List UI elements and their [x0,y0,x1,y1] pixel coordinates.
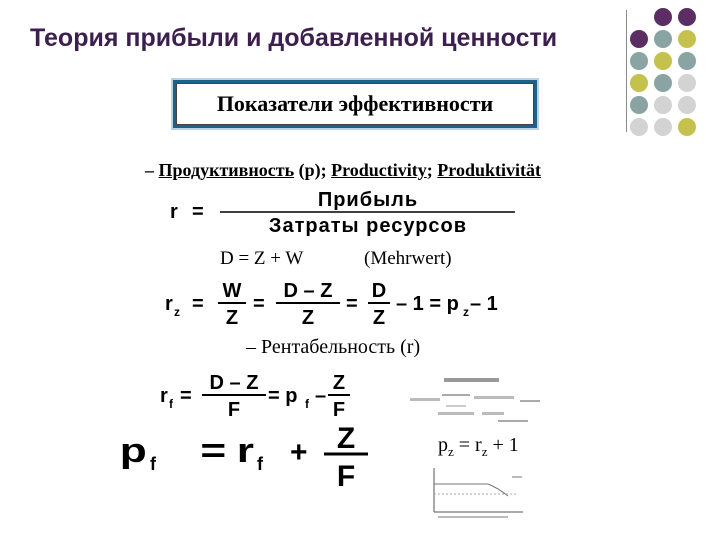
formula-rf-num: D – Z [209,372,259,394]
formula-rz-eq1: = [192,293,204,315]
decorative-dot [678,52,696,70]
formula-rf-r: r [160,385,168,407]
formula-r-eq: = [192,201,204,223]
formula-pf-r: r [236,431,254,470]
formula-rz-r: r [165,293,173,315]
formula-rz-f3-num: D [371,280,387,302]
pz-p: p [438,434,448,456]
productivity-sep: ; [426,160,438,180]
formula-r-denominator: Затраты ресурсов [268,215,468,237]
formula-pf-den: F [336,460,356,493]
formula-rz-f2-num: D – Z [283,280,333,302]
decorative-dot [630,74,648,92]
decorative-dot [678,8,696,26]
formula-rf-eq: = [180,385,192,407]
formula-rz-f1-den: Z [225,307,239,329]
productivity-ru: Продуктивность [158,160,295,180]
formula-rf-den: F [227,399,241,421]
title-divider [626,10,627,132]
pz-rsub: z [481,444,488,459]
thumbnail-image-2 [428,462,528,524]
pz-mid: = r [453,434,482,456]
decorative-dot [654,8,672,26]
pz-psub: z [448,444,454,459]
formula-pf [112,422,372,492]
formula-rf-mid-sub: f [305,397,309,411]
formula-rz [150,278,530,330]
decorative-dot [654,74,672,92]
formula-rz-sub: z [174,305,180,319]
formula-rz-f2-den: Z [301,307,315,329]
pz-tail: + 1 [487,434,519,456]
decorative-dot [630,118,648,136]
formula-rz-tail2: – 1 [470,293,498,315]
decorative-dot [654,30,672,48]
decorative-dot [630,30,648,48]
productivity-en: Productivity [331,160,427,180]
decorative-dot [678,96,696,114]
formula-rf-sub: f [169,397,173,411]
formula-rz-eq2: = [253,293,265,315]
formula-pf-p: p [119,431,147,470]
formula-rz-tail-sub: z [463,305,469,319]
formula-rz-f1-num: W [222,280,242,302]
productivity-symbol: (p); [294,160,332,180]
formula-rf-den2: F [332,399,346,421]
value-equation: D = Z + W [220,248,304,269]
productivity-line [145,160,541,181]
section-box [176,83,534,125]
decorative-dot [654,52,672,70]
productivity-de: Produktivität [437,160,541,180]
formula-rf-mid: = p [268,385,298,407]
decorative-dot [630,52,648,70]
formula-pf-rsub: f [257,454,263,474]
formula-rz-f3-den: Z [372,307,386,329]
decorative-dot [678,74,696,92]
formula-r [150,186,530,240]
mehrwert-label: (Mehrwert) [364,248,452,269]
rentability-line: – Рентабельность (r) [246,336,421,358]
decorative-dot [654,96,672,114]
pz-equation [438,434,519,460]
slide-title: Теория прибыли и добавленной ценности [30,24,558,52]
formula-rz-tail: – 1 = p [396,293,459,315]
productivity-dash: – [145,160,159,180]
formula-r-numerator: Прибыль [317,189,419,211]
formula-pf-sub: f [150,454,156,474]
formula-pf-plus: + [290,436,308,469]
thumbnail-image-1 [402,372,547,434]
formula-rf-minus: – [315,385,327,407]
section-box-label: Показатели эффективности [216,91,494,116]
decorative-dot [654,118,672,136]
decorative-dot [678,118,696,136]
formula-rf-num2: Z [332,372,346,394]
formula-r-lhs: r [170,201,178,223]
formula-pf-eq: = [200,431,227,470]
formula-pf-num: Z [336,422,356,455]
decorative-dot [678,30,696,48]
decorative-dot [630,96,648,114]
formula-rf [150,370,360,422]
formula-rz-eq3: = [346,293,358,315]
